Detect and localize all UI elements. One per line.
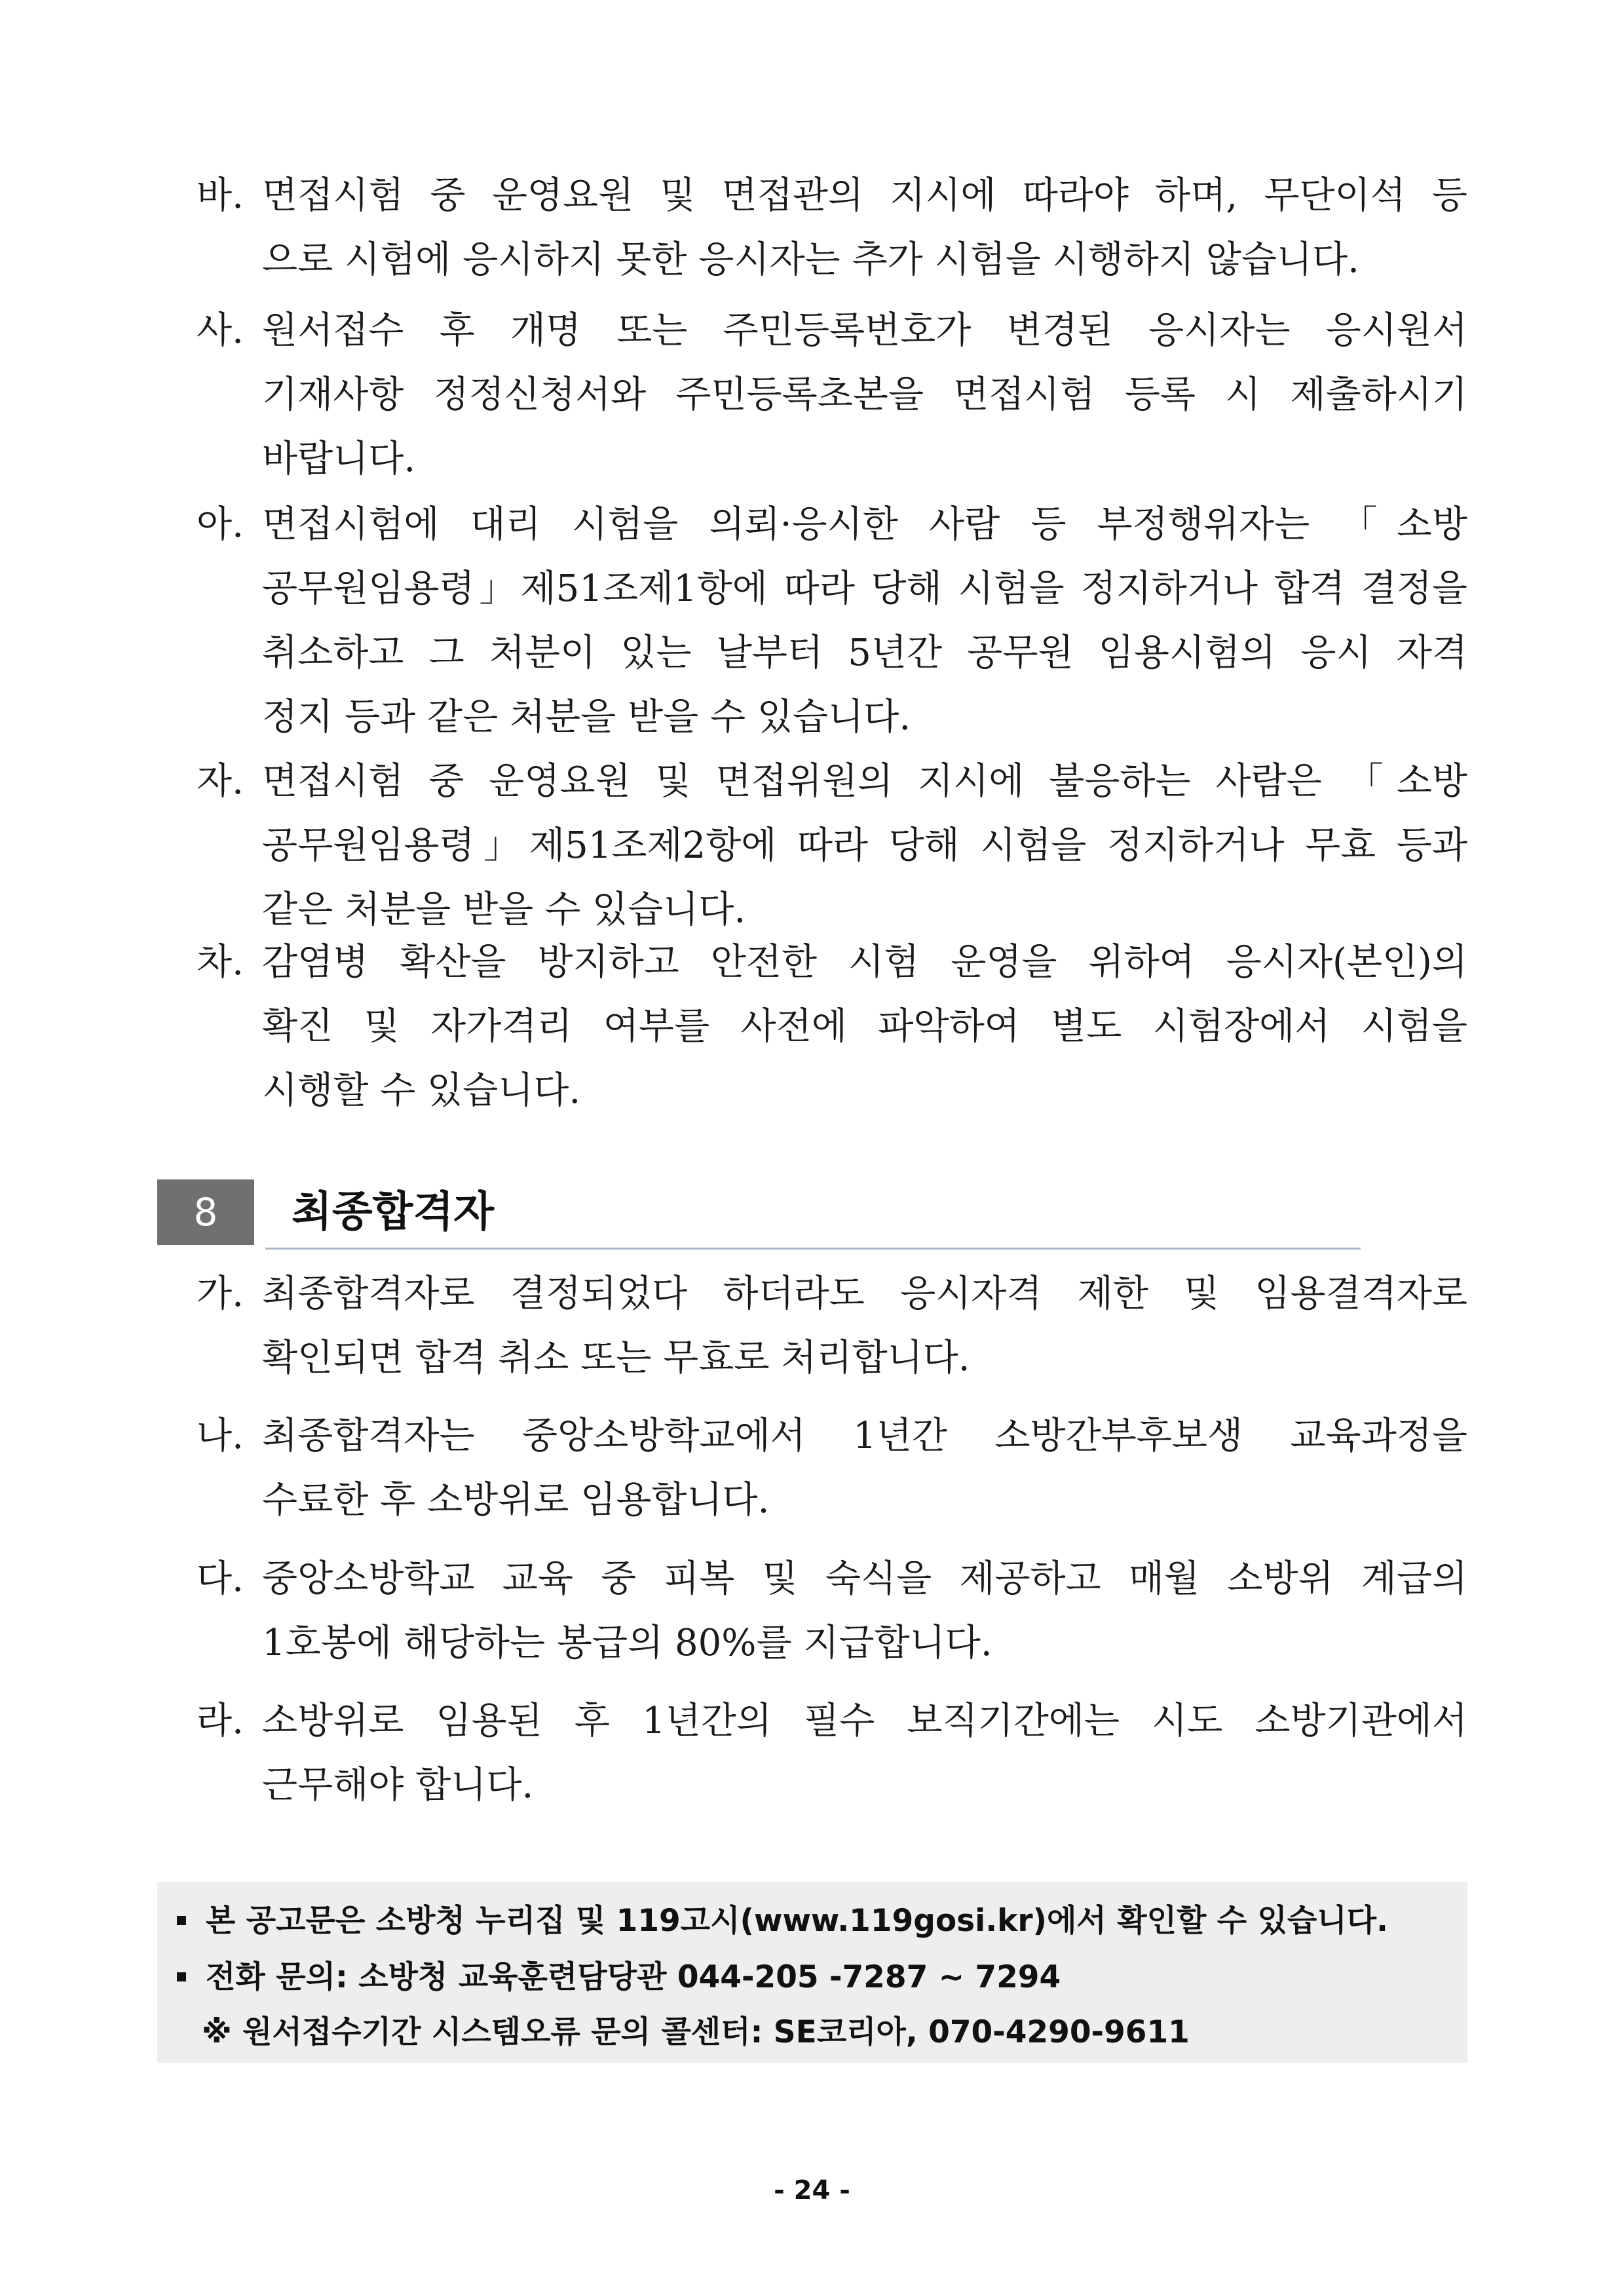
item-line: 같은 처분을 받을 수 있습니다.: [262, 889, 746, 931]
list-item-cha: [197, 930, 1467, 1123]
item-line: 원서접수 후 개명 또는 주민등록번호가 변경된 응시자는 응시원서: [262, 309, 1467, 352]
item-line: 근무해야 합니다.: [262, 1764, 534, 1807]
list-item-ra: [197, 1689, 1467, 1818]
list-item-ba: [197, 164, 1467, 292]
page-number: - 24 -: [774, 2175, 850, 2206]
section-number: 8: [157, 1179, 254, 1245]
item-line: 공무원임용령」제51조제2항에 따라 당해 시험을 정지하거나 무효 등과: [262, 824, 1467, 867]
item-marker: 바.: [197, 174, 244, 217]
item-line: 으로 시험에 응시하지 못한 응시자는 추가 시험을 시행하지 않습니다.: [262, 239, 1359, 281]
item-marker: 다.: [197, 1558, 244, 1600]
notice-line-1: [177, 1896, 1388, 1940]
list-item-ja: [197, 750, 1467, 942]
item-marker: 차.: [197, 941, 244, 984]
section-title: 최종합격자: [292, 1188, 495, 1236]
item-line: 소방위로 임용된 후 1년간의 필수 보직기간에는 시도 소방기관에서: [262, 1700, 1467, 1742]
item-line: 1호봉에 해당하는 봉급의 80%를 지급합니다.: [262, 1622, 992, 1664]
notice-text: 본 공고문은 소방청 누리집 및 119고시(www.119gosi.kr)에서 확인할 수 있습니다.: [206, 1903, 1388, 1939]
item-line: 기재사항 정정신청서와 주민등록초본을 면접시험 등록 시 제출하시기: [262, 373, 1467, 416]
item-line: 면접시험에 대리 시험을 의뢰·응시한 사람 등 부정행위자는 「소방: [262, 503, 1467, 546]
item-line: 공무원임용령」제51조제1항에 따라 당해 시험을 정지하거나 합격 결정을: [262, 567, 1467, 610]
item-marker: 라.: [197, 1700, 244, 1742]
item-marker: 나.: [197, 1415, 244, 1457]
list-item-sa: [197, 299, 1467, 491]
item-line: 정지 등과 같은 처분을 받을 수 있습니다.: [262, 696, 911, 738]
item-marker: 사.: [197, 309, 244, 352]
section-header: [157, 1179, 1205, 1245]
square-bullet-icon: [177, 1972, 186, 1981]
item-line: 최종합격자로 결정되었다 하더라도 응시자격 제한 및 임용결격자로: [262, 1272, 1467, 1315]
notice-line-2: [177, 1953, 1061, 1997]
list-item-na: [197, 1404, 1467, 1533]
item-line: 수료한 후 소방위로 임용합니다.: [262, 1479, 770, 1521]
item-marker: 아.: [197, 503, 244, 546]
item-line: 시행할 수 있습니다.: [262, 1069, 581, 1112]
item-line: 면접시험 중 운영요원 및 면접위원의 지시에 불응하는 사람은 「소방: [262, 760, 1467, 803]
item-line: 바랍니다.: [262, 438, 416, 480]
notice-line-3: [202, 2008, 1190, 2052]
section-divider: [265, 1248, 1361, 1250]
item-line: 최종합격자는 중앙소방학교에서 1년간 소방간부후보생 교육과정을: [262, 1415, 1467, 1457]
item-marker: 가.: [197, 1272, 244, 1315]
item-line: 면접시험 중 운영요원 및 면접관의 지시에 따라야 하며, 무단이석 등: [262, 174, 1467, 217]
item-line: 확진 및 자가격리 여부를 사전에 파악하여 별도 시험장에서 시험을: [262, 1005, 1467, 1048]
notice-box: [157, 1882, 1467, 2063]
item-line: 중앙소방학교 교육 중 피복 및 숙식을 제공하고 매월 소방위 계급의: [262, 1558, 1467, 1600]
item-line: 취소하고 그 처분이 있는 날부터 5년간 공무원 임용시험의 응시 자격: [262, 632, 1467, 674]
list-item-da: [197, 1547, 1467, 1675]
item-line: 확인되면 합격 취소 또는 무효로 처리합니다.: [262, 1337, 970, 1379]
item-line: 감염병 확산을 방지하고 안전한 시험 운영을 위하여 응시자(본인)의: [262, 941, 1467, 984]
square-bullet-icon: [177, 1916, 186, 1925]
notice-text: ※ 원서접수기간 시스템오류 문의 콜센터: SE코리아, 070-4290-9611: [202, 2014, 1190, 2050]
notice-text: 전화 문의: 소방청 교육훈련담당관 044-205 -7287 ~ 7294: [206, 1959, 1061, 1995]
list-item-ga: [197, 1262, 1467, 1390]
list-item-a: [197, 493, 1467, 750]
item-marker: 자.: [197, 760, 244, 803]
